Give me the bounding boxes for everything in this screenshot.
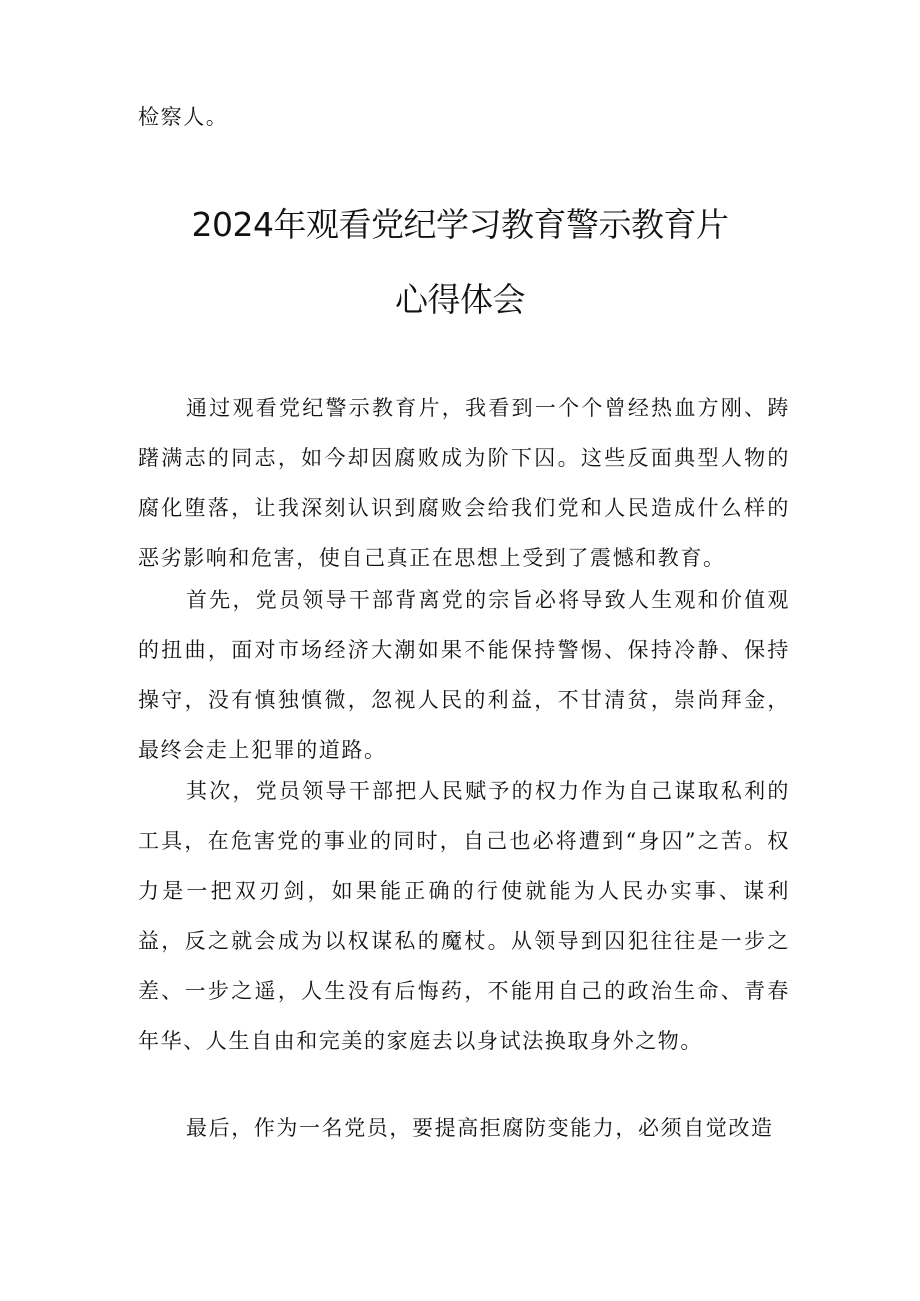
document-title-line-2: 心得体会 — [395, 280, 525, 319]
document-title-line-1: 2024年观看党纪学习教育警示教育片 — [191, 205, 729, 244]
paragraph-1: 通过观看党纪警示教育片，我看到一个个曾经热血方刚、踌躇满志的同志，如今却因腐败成为阶下囚。这些反面典型人物的腐化堕落，让我深刻认识到腐败会给我们党和人民造成什么样的恶劣影响和危害，使自己真正在思想上受到了震憾和教育。 — [138, 396, 790, 570]
paragraph-2: 首先，党员领导干部背离党的宗旨必将导致人生观和价值观的扭曲，面对市场经济大潮如果不能保持警惕、保持冷静、保持操守，没有慎独慎微，忽视人民的利益，不甘清贫，崇尚拜金，最终会走上犯罪的道路。 — [138, 588, 790, 762]
paragraph-4: 最后，作为一名党员，要提高拒腐防变能力，必须自觉改造 — [186, 1116, 774, 1140]
paragraph-3: 其次，党员领导干部把人民赋予的权力作为自己谋取私利的工具，在危害党的事业的同时，自己也必将遭到“身囚”之苦。权力是一把双刃剑，如果能正确的行使就能为人民办实事、谋利益，反之就会成为以权谋私的魔杖。从领导到囚犯往往是一步之差、一步之遥，人生没有后悔药，不能用自己的政治生命、青春年华、人生自由和完美的家庭去以身试法换取身外之物。 — [138, 779, 790, 1053]
continuation-line: 检察人。 — [138, 105, 229, 129]
